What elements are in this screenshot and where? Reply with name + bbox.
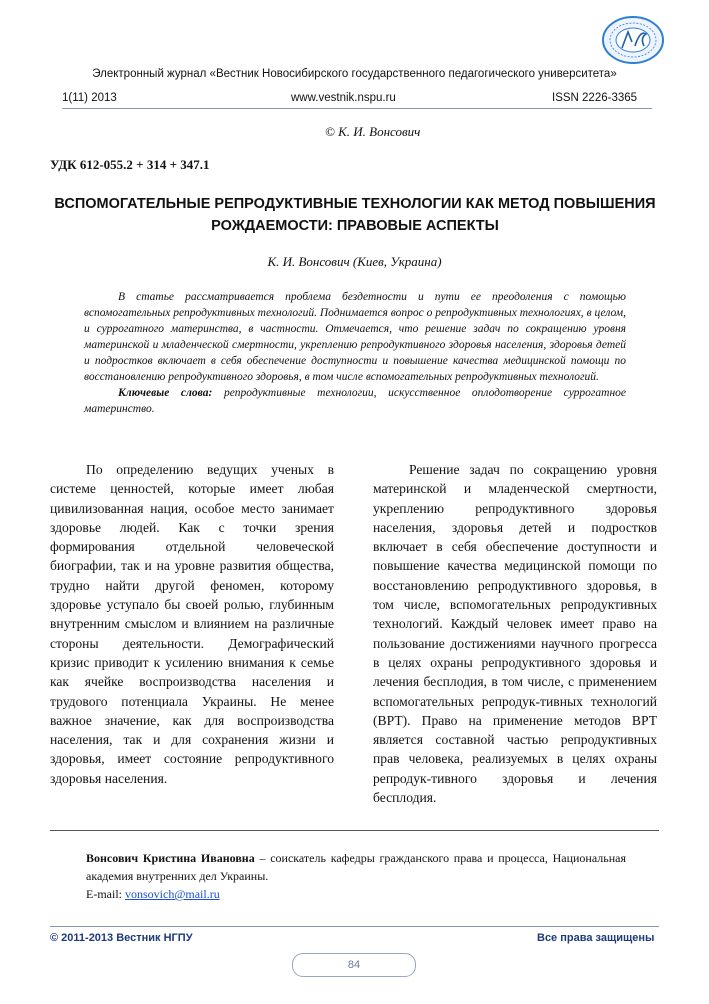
body-paragraph: Решение задач по сокращению уровня материнской и младенческой смертности, укреплению репродуктивного здоровья населения, здоровья детей и подростков включает в себя обеспечение доступности и повышение качества медицинской помощи по восстановлению репродуктивного здоровья, в том числе, вспомогательных репродуктивных технологий. Каждый человек имеет право на пользование достижениями научного прогресса в целях охраны репродуктивного здоровья и лечения бесплодия, в том числе, с применением вспомогательных репродук-тивных технологий (ВРТ). Право на применение методов ВРТ является составной частью репродуктивных прав человека, реализуемых в целях охраны репродук-тивного здоровья и лечения бесплодия. [373, 462, 657, 806]
body-paragraph: По определению ведущих ученых в системе ценностей, которые имеет любая цивилизованная нация, особое место занимает здоровье людей. Как с точки зрения формирования отдельной человеческой биографии, так и на уровне развития общества, трудно найти другой феномен, которому здоровье уступало бы своей ролью, глубинным внутренним смыслом и влиянием на различные стороны деятельности. Демографический кризис приводит к усилению внимания к семье как ячейке воспроизводства населения и трудового потенциала Украины. Не менее важное значение, как для воспроизводства населения, так и для сохранения жизни и здоровья, имеет состояние репродуктивного здоровья населения. [50, 462, 334, 786]
copyright-author: © К. И. Вонсович [325, 124, 421, 139]
author-byline: К. И. Вонсович (Киев, Украина) [267, 254, 442, 269]
keywords [84, 385, 626, 417]
email-link[interactable]: vonsovich@mail.ru [125, 887, 220, 901]
issn: ISSN 2226-3365 [552, 92, 638, 104]
footer-copyright: © 2011-2013 Вестник НГПУ [50, 932, 193, 944]
keywords-text: репродуктивные технологии, искусственное оплодотворение суррогатное материнство. [84, 387, 627, 415]
author-footnote [86, 849, 626, 903]
footer-rights: Все права защищены [537, 932, 655, 944]
journal-logo [602, 16, 664, 64]
author-affiliation: – соискатель кафедры гражданского права и процесса, Национальная академия внутренних дел Украины. [86, 851, 626, 883]
body-column-left [50, 460, 334, 788]
journal-title: Электронный журнал «Вестник Новосибирского государственного педагогического университета» [92, 68, 617, 80]
article-title [50, 193, 660, 237]
footnote-divider [50, 830, 659, 831]
author-info [86, 849, 626, 885]
abstract-text: В статье рассматривается проблема бездетности и пути ее преодоления с помощью вспомогательных репродуктивных технологий. Поднимается вопрос о репродуктивных технологиях, в целом, и суррогатного материнства, в частности. Отмечается, что решение задач по сокращению уровня материнской и младенческой смертности, укреплению репродуктивного здоровья населения, здоровья детей и подростков включает в себя обеспечение доступности и повышение качества медицинской помощи по восстановлению репродуктивного здоровья, в том числе вспомогательных репродуктивных технологий. [84, 291, 626, 383]
email-label: E-mail: [86, 887, 125, 901]
article-title-line-2: РОЖДАЕМОСТИ: ПРАВОВЫЕ АСПЕКТЫ [211, 218, 499, 234]
keywords-label: Ключевые слова: [118, 387, 213, 399]
author-email-line [86, 885, 626, 903]
footer-divider [50, 926, 659, 927]
issue-number: 1(11) 2013 [62, 92, 117, 104]
udc-code: УДК 612-055.2 + 314 + 347.1 [50, 157, 210, 172]
author-name: Вонсович Кристина Ивановна [86, 851, 255, 865]
header-divider [62, 108, 652, 109]
article-title-line-1: ВСПОМОГАТЕЛЬНЫЕ РЕПРОДУКТИВНЫЕ ТЕХНОЛОГИИ КАК МЕТОД ПОВЫШЕНИЯ [54, 196, 656, 212]
abstract [84, 289, 626, 417]
page-number: 84 [292, 953, 416, 977]
journal-website: www.vestnik.nspu.ru [291, 92, 396, 104]
body-column-right [373, 460, 657, 807]
